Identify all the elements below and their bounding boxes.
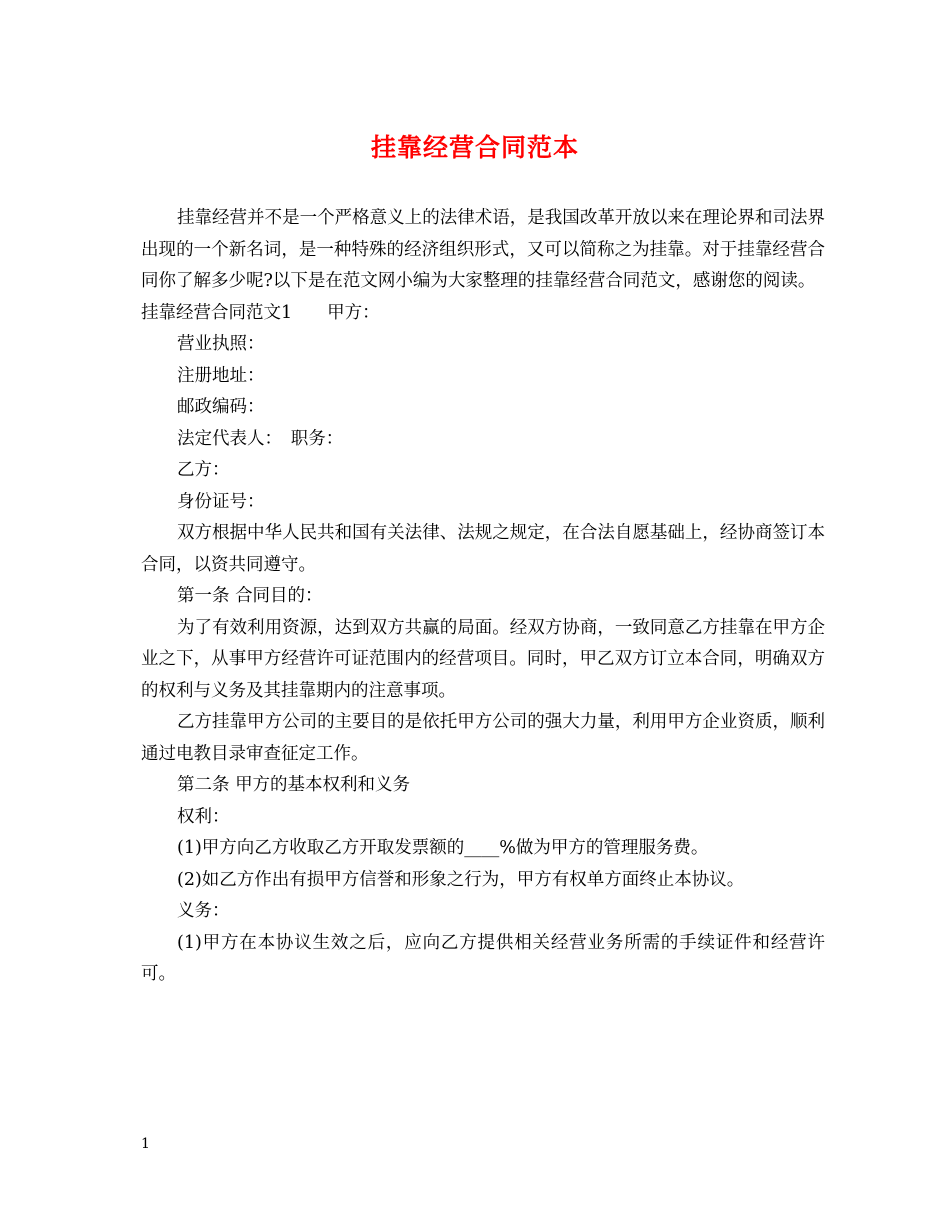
document-body (141, 203, 825, 991)
paragraph: 权利： (177, 806, 230, 827)
paragraph: 挂靠经营并不是一个严格意义上的法律术语，是我国改革开放以来在理论界和司法界出现的一个新名词，是一种特殊的经济组织形式，又可以简称之为挂靠。对于挂靠经营合同你了解多少呢?以下是在范文网小编为大家整理的挂靠经营合同范文，感谢您的阅读。 (141, 208, 825, 291)
paragraph: 乙方挂靠甲方公司的主要目的是依托甲方公司的强大力量，利用甲方企业资质，顺利通过电教目录审查征定工作。 (141, 712, 825, 764)
paragraph: (1)甲方在本协议生效之后，应向乙方提供相关经营业务所需的手续证件和经营许可。 (141, 932, 825, 984)
paragraph: 双方根据中华人民共和国有关法律、法规之规定，在合法自愿基础上，经协商签订本合同，以资共同遵守。 (141, 523, 825, 575)
paragraph: 第二条 甲方的基本权利和义务 (177, 775, 411, 795)
page-number: 1 (141, 1136, 150, 1152)
paragraph: 第一条 合同目的： (177, 586, 323, 606)
document-title: 挂靠经营合同范本 (370, 133, 579, 162)
paragraph: 为了有效利用资源，达到双方共赢的局面。经双方协商，一致同意乙方挂靠在甲方企业之下，从事甲方经营许可证范围内的经营项目。同时，甲乙双方订立本合同，明确双方的权利与义务及其挂靠期内的注意事项。 (141, 617, 825, 701)
paragraph: 身份证号： (177, 491, 265, 512)
paragraph: 营业执照： (177, 334, 265, 354)
paragraph: (1)甲方向乙方收取乙方开取发票额的____%做为甲方的管理服务费。 (177, 838, 709, 858)
paragraph: (2)如乙方作出有损甲方信誉和形象之行为，甲方有权单方面终止本协议。 (177, 869, 745, 890)
paragraph: 义务： (177, 901, 230, 921)
paragraph: 挂靠经营合同范文1 甲方： (141, 302, 380, 323)
paragraph: 邮政编码： (177, 397, 265, 417)
paragraph: 注册地址： (177, 365, 265, 386)
paragraph: 法定代表人： 职务： (177, 428, 344, 449)
paragraph: 乙方： (177, 460, 230, 480)
